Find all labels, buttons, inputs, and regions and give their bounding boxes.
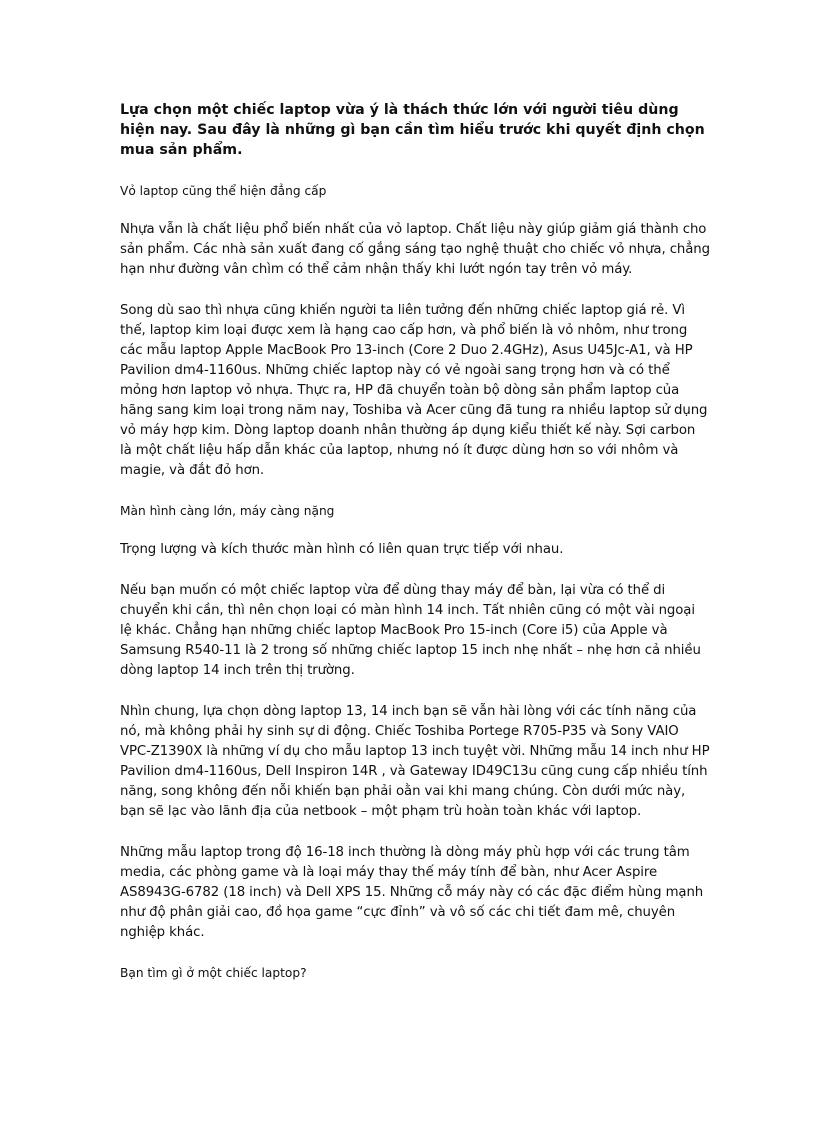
body-paragraph: Song dù sao thì nhựa cũng khiến người ta liên tưởng đến những chiếc laptop giá rẻ. Vì thế, laptop kim loại được xem là hạng cao cấp hơn, và phổ biến là vỏ nhôm, như trong các mẫu laptop Apple MacBook Pro 13-inch (Core 2 Duo 2.4GHz), Asus U45Jc-A1, và HP Pavilion dm4-1160us. Những chiếc laptop này có vẻ ngoài sang trọng hơn và có thể mỏng hơn laptop vỏ nhựa. Thực ra, HP đã chuyển toàn bộ dòng sản phẩm laptop của hãng sang kim loại trong năm nay, Toshiba và Acer cũng đã tung ra nhiều laptop sử dụng vỏ máy hợp kim. Dòng laptop doanh nhân thường áp dụng kiểu thiết kế này. Sợi carbon là một chất liệu hấp dẫn khác của laptop, nhưng nó ít được dùng hơn so với nhôm và magie, và đắt đỏ hơn. xyxy=(120,303,708,478)
intro-paragraph: Lựa chọn một chiếc laptop vừa ý là thách thức lớn với người tiêu dùng hiện nay. Sau đây là những gì bạn cần tìm hiểu trước khi quyết định chọn mua sản phẩm. xyxy=(120,102,705,158)
body-paragraph: Nhìn chung, lựa chọn dòng laptop 13, 14 inch bạn sẽ vẫn hài lòng với các tính năng của nó, mà không phải hy sinh sự di động. Chiếc Toshiba Portege R705-P35 và Sony VAIO VPC-Z1390X là những ví dụ cho mẫu laptop 13 inch tuyệt vời. Những mẫu 14 inch như HP Pavilion dm4-1160us, Dell Inspiron 14R , và Gateway ID49C13u cũng cung cấp nhiều tính năng, song không đến nỗi khiến bạn phải oằn vai khi mang chúng. Còn dưới mức này, bạn sẽ lạc vào lãnh địa của netbook – một phạm trù hoàn toàn khác với laptop. xyxy=(120,704,710,819)
body-paragraph: Những mẫu laptop trong độ 16-18 inch thường là dòng máy phù hợp với các trung tâm media, các phòng game và là loại máy thay thế máy tính để bàn, như Acer Aspire AS8943G-6782 (18 inch) và Dell XPS 15. Những cỗ máy này có các đặc điểm hùng mạnh như độ phân giải cao, đồ họa game “cực đỉnh” và vô số các chi tiết đam mê, chuyên nghiệp khác. xyxy=(120,845,704,940)
section-heading-screen-size: Màn hình càng lớn, máy càng nặng xyxy=(120,504,335,518)
body-paragraph: Nhựa vẫn là chất liệu phổ biến nhất của vỏ laptop. Chất liệu này giúp giảm giá thành cho sản phẩm. Các nhà sản xuất đang cố gắng sáng tạo nghệ thuật cho chiếc vỏ nhựa, chẳng hạn như đường vân chìm có thể cảm nhận thấy khi lướt ngón tay trên vỏ máy. xyxy=(120,222,710,277)
body-paragraph: Trọng lượng và kích thước màn hình có liên quan trực tiếp với nhau. xyxy=(120,542,564,557)
section-heading-what-to-look-for: Bạn tìm gì ở một chiếc laptop? xyxy=(120,966,307,980)
section-heading-case: Vỏ laptop cũng thể hiện đẳng cấp xyxy=(120,184,327,198)
body-paragraph: Nếu bạn muốn có một chiếc laptop vừa để dùng thay máy để bàn, lại vừa có thể di chuyển khi cần, thì nên chọn loại có màn hình 14 inch. Tất nhiên cũng có một vài ngoại lệ khác. Chẳng hạn những chiếc laptop MacBook Pro 15-inch (Core i5) của Apple và Samsung R540-11 là 2 trong số những chiếc laptop 15 inch nhẹ nhất – nhẹ hơn cả nhiều dòng laptop 14 inch trên thị trường. xyxy=(120,583,701,678)
document-page xyxy=(120,100,710,1002)
